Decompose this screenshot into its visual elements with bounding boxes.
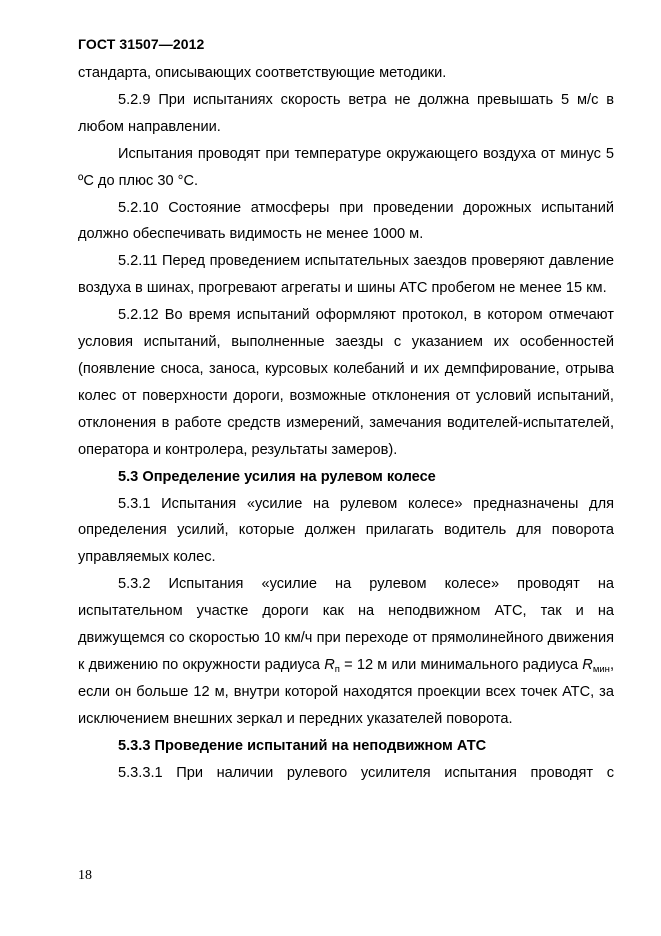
p532-part1: 5.3.2 Испытания «усилие на рулевом колесе» проводят на испытательном участке дороги как на неподвижном АТС, так и на движущемся со скоростью 10 км/ч при переходе от прямолинейного движения к движению по окружности радиуса xyxy=(78,576,614,673)
paragraph-continuation: стандарта, описывающих соответствующие методики. xyxy=(78,65,447,81)
paragraph-5-2-10: 5.2.10 Состояние атмосферы при проведении дорожных испытаний должно обеспечивать видимость не менее 1000 м. xyxy=(78,199,614,243)
paragraph-5-3-3-1: 5.3.3.1 При наличии рулевого усилителя испытания проводят с xyxy=(118,764,614,781)
heading-5-3-3: 5.3.3 Проведение испытаний на неподвижном АТС xyxy=(118,737,487,754)
heading-5-3: 5.3 Определение усилия на рулевом колесе xyxy=(118,468,436,485)
paragraph-5-3-1: 5.3.1 Испытания «усилие на рулевом колесе» предназначены для определения усилий, которые должен прилагать водитель для поворота управляемых колес. xyxy=(78,495,614,566)
paragraph-5-2-9: 5.2.9 При испытаниях скорость ветра не должна превышать 5 м/с в любом направлении. xyxy=(78,91,614,135)
paragraph-5-2-12: 5.2.12 Во время испытаний оформляют протокол, в котором отмечают условия испытаний, выполненные заезды с указанием их особенностей (появление сноса, заноса, курсовых колебаний и их демпфирование, отрыва колес от поверхности дороги, возможные отклонения от условий испытаний, отклонения в работе средств измерений, замечания водителей-испытателей, оператора и контролера, результаты замеров). xyxy=(78,307,614,458)
paragraph-5-2-11: 5.2.11 Перед проведением испытательных заездов проверяют давление воздуха в шинах, прогревают агрегаты и шины АТС пробегом не менее 15 км. xyxy=(78,253,614,297)
radius-rmin-subscript: мин xyxy=(592,663,610,675)
paragraph-5-3-2 xyxy=(78,571,614,732)
radius-rn-symbol: R xyxy=(324,656,335,673)
body-text xyxy=(78,60,614,786)
p532-part3: , если он больше 12 м, внутри которой находятся проекции всех точек АТС, за исключением внешних зеркал и передних указателей поворота. xyxy=(78,656,614,727)
radius-rn-subscript: п xyxy=(334,663,340,675)
p532-part2: = 12 м или минимального радиуса xyxy=(339,656,583,673)
radius-rmin-symbol: R xyxy=(582,656,593,673)
paragraph-temperature: Испытания проводят при температуре окружающего воздуха от минус 5 ºС до плюс 30 °С. xyxy=(78,145,614,189)
page-number: 18 xyxy=(78,868,92,883)
document-header: ГОСТ 31507—2012 xyxy=(78,36,205,52)
